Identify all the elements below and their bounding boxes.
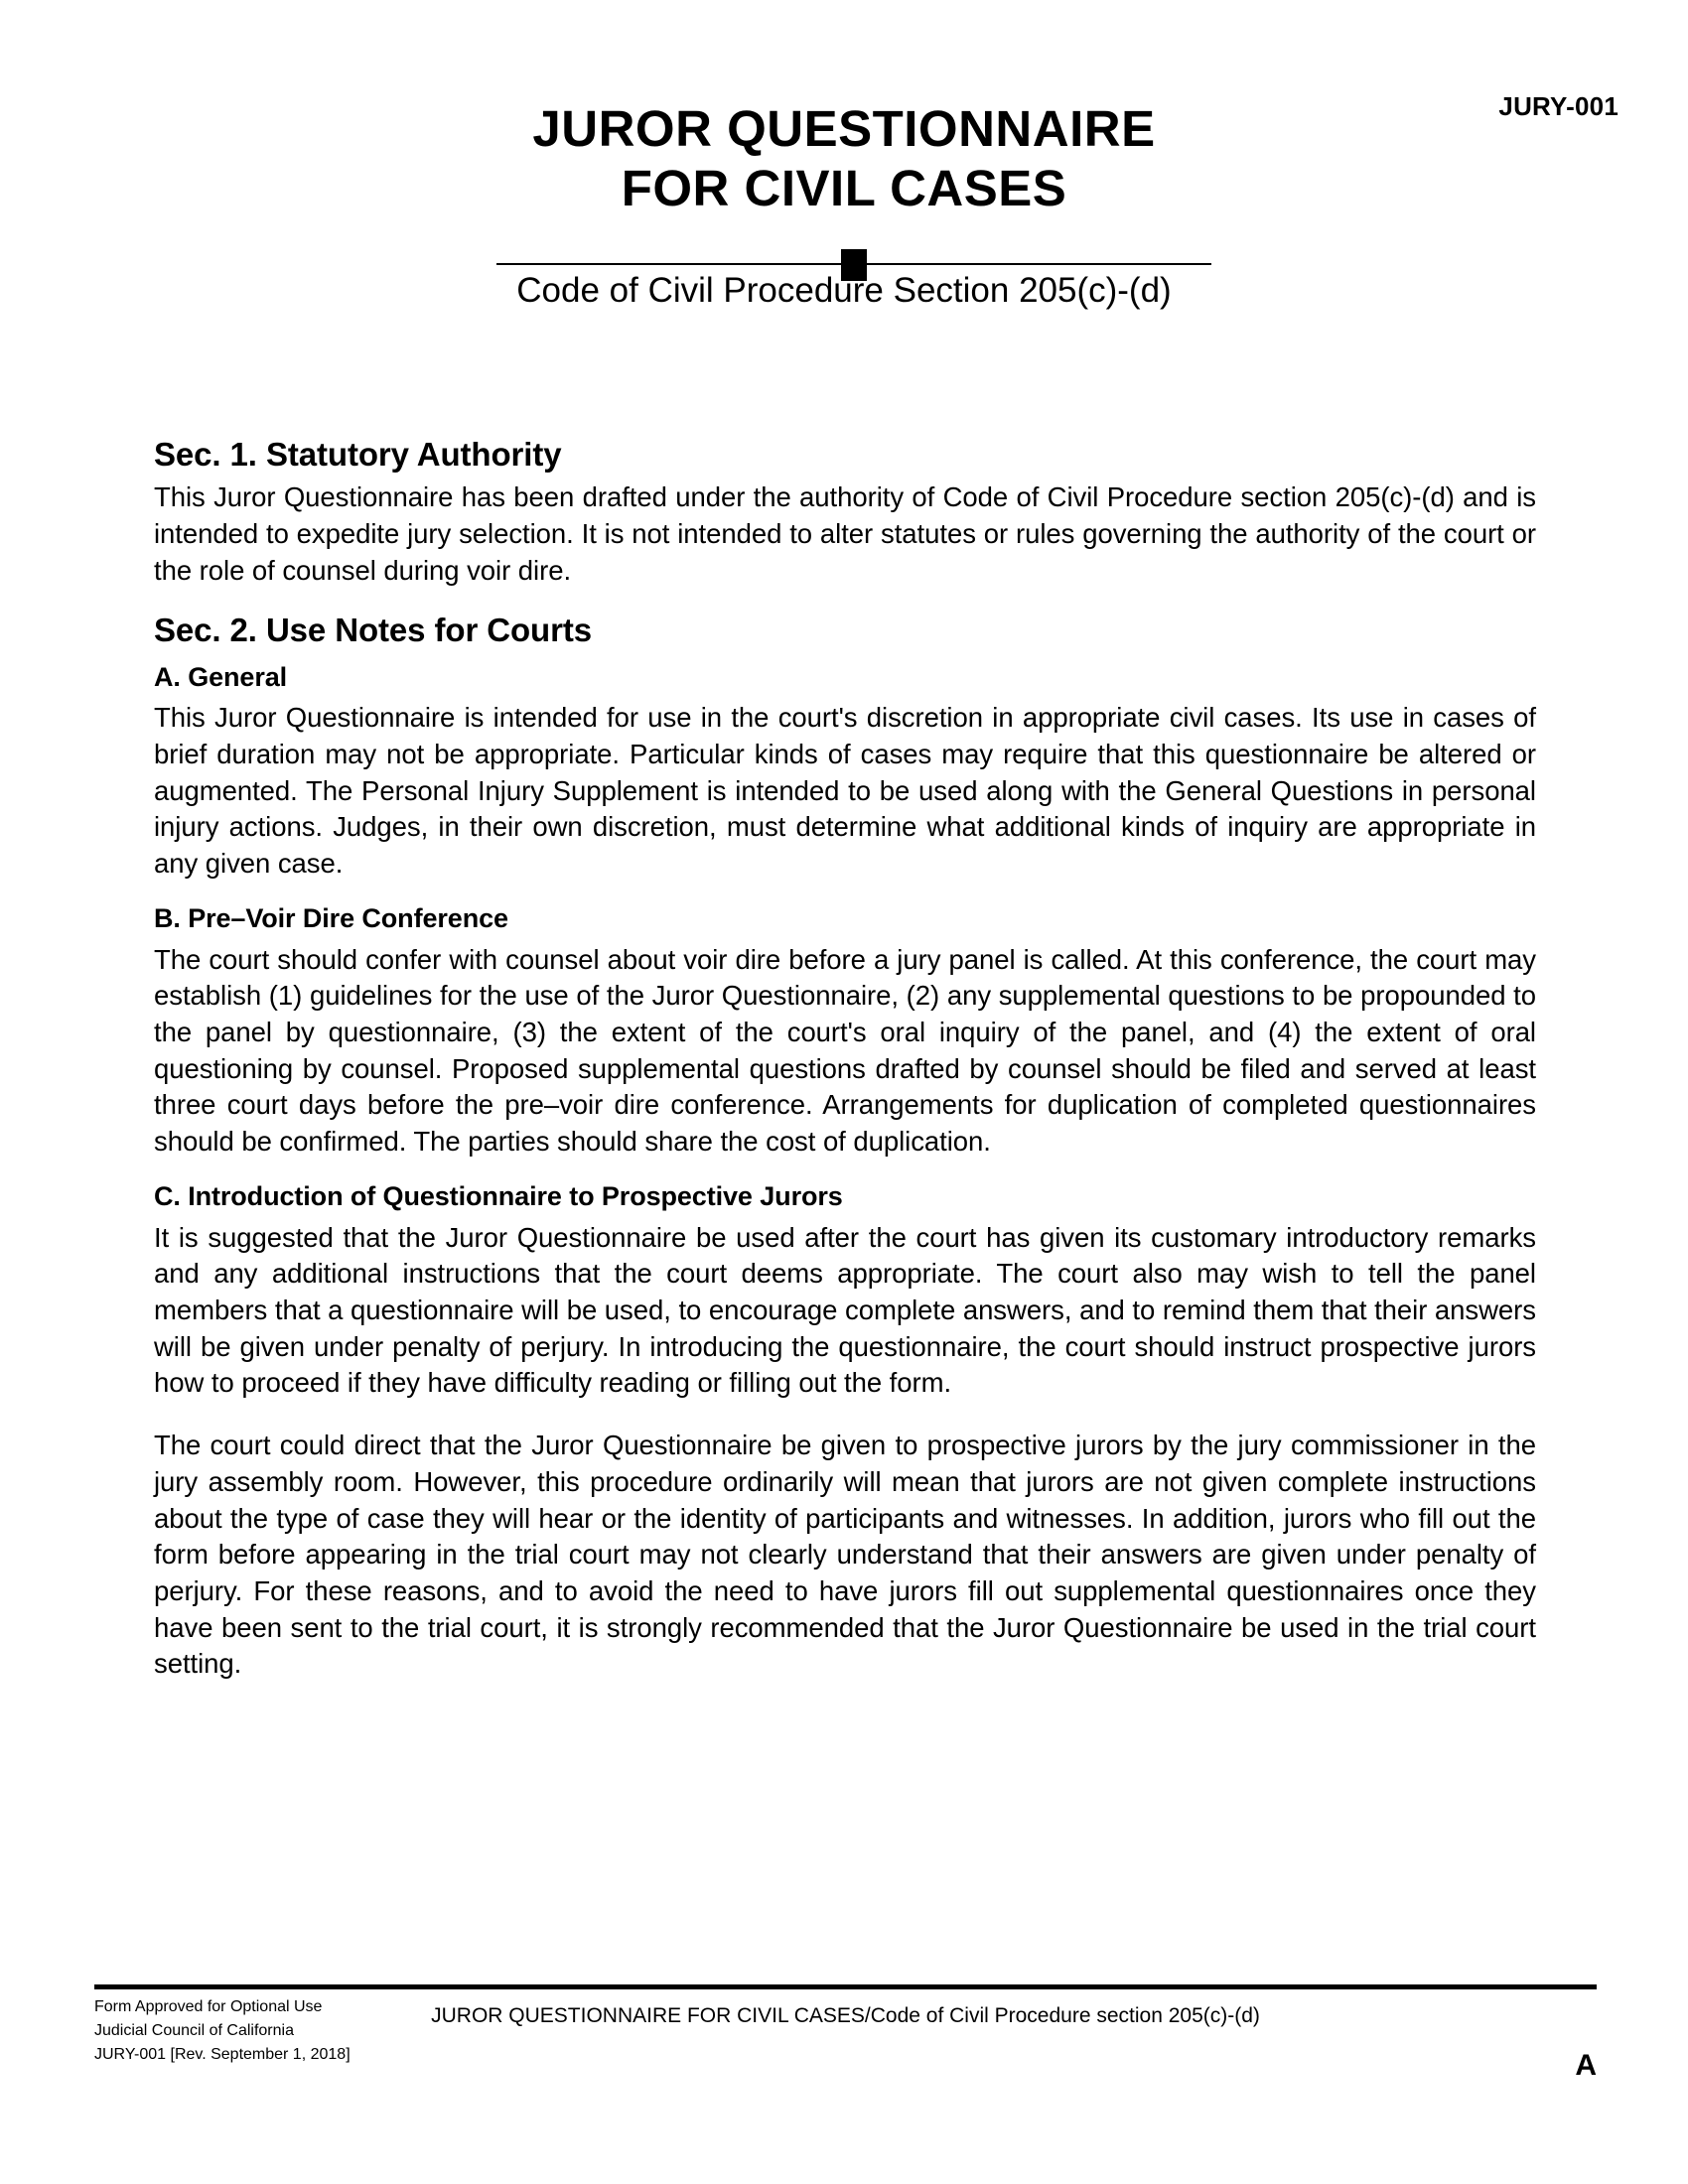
document-body [154, 435, 1536, 1683]
footer-left-line-1: Form Approved for Optional Use [94, 1998, 323, 2015]
document-title [0, 99, 1688, 218]
subsection-c-paragraph-1: It is suggested that the Juror Questionnaire be used after the court has given its customary introductory remarks and any additional instructions that the court deems appropriate. The court also may wish to tell the panel members that a questionnaire will be used, to encourage complete answers, and to remind them that their answers will be given under penalty of perjury. In introducing the questionnaire, the court should instruct prospective jurors how to proceed if they have difficulty reading or filling out the form. [154, 1221, 1536, 1399]
footer-divider [94, 1984, 1597, 1989]
section-1-paragraph-1: This Juror Questionnaire has been drafted under the authority of Code of Civil Procedure section 205(c)-(d) and is intended to expedite jury selection. It is not intended to alter statutes or rules governing the authority of the court or the role of counsel during voir dire. [154, 481, 1536, 586]
title-line-2: FOR CIVIL CASES [621, 160, 1067, 217]
subsection-heading-c: C. Introduction of Questionnaire to Prospective Jurors [154, 1180, 843, 1211]
subsection-heading-b: B. Pre–Voir Dire Conference [154, 902, 508, 933]
subsection-b-paragraph-1: The court should confer with counsel about voir dire before a jury panel is called. At this conference, the court may establish (1) guidelines for the use of the Juror Questionnaire, (2) any supplemental questions to be propounded to the panel by questionnaire, (3) the extent of the court's oral inquiry of the panel, and (4) the extent of oral questioning by counsel. Proposed supplemental questions drafted by counsel should be filed and served at least three court days before the pre–voir dire conference. Arrangements for duplication of completed questionnaires should be confirmed. The parties should share the cost of duplication. [154, 943, 1536, 1158]
footer-center-text: JUROR QUESTIONNAIRE FOR CIVIL CASES/Code of Civil Procedure section 205(c)-(d) [431, 2004, 1260, 2027]
title-line-1: JUROR QUESTIONNAIRE [532, 100, 1156, 157]
section-heading-sec-2: Sec. 2. Use Notes for Courts [154, 612, 592, 649]
document-subtitle: Code of Civil Procedure Section 205(c)-(d) [516, 271, 1172, 310]
page-footer [94, 1995, 1597, 2115]
form-number: JURY-001 [1498, 91, 1618, 121]
subsection-heading-a: A. General [154, 661, 288, 692]
subsection-a-paragraph-1: This Juror Questionnaire is intended for use in the court's discretion in appropriate civil cases. Its use in cases of brief duration may not be appropriate. Particular kinds of cases may require that this questionnaire be altered or augmented. The Personal Injury Supplement is intended to be used along with the General Questions in personal injury actions. Judges, in their own discretion, must determine what additional kinds of inquiry are appropriate in any given case. [154, 702, 1536, 880]
subsection-c-paragraph-2: The court could direct that the Juror Questionnaire be given to prospective jurors by the jury commissioner in the jury assembly room. However, this procedure ordinarily will mean that jurors are not given complete instructions about the type of case they will hear or the identity of participants and witnesses. In addition, jurors who fill out the form before appearing in the trial court may not clearly understand that their answers are given under penalty of perjury. For these reasons, and to avoid the need to have jurors fill out supplemental questionnaires once they have been sent to the trial court, it is strongly recommended that the Juror Questionnaire be used in the trial court setting. [154, 1430, 1536, 1680]
footer-page-marker: A [1575, 2049, 1597, 2082]
section-heading-sec-1: Sec. 1. Statutory Authority [154, 436, 562, 473]
footer-left-line-2: Judicial Council of California [94, 2022, 294, 2039]
footer-left-line-3: JURY-001 [Rev. September 1, 2018] [94, 2046, 351, 2063]
